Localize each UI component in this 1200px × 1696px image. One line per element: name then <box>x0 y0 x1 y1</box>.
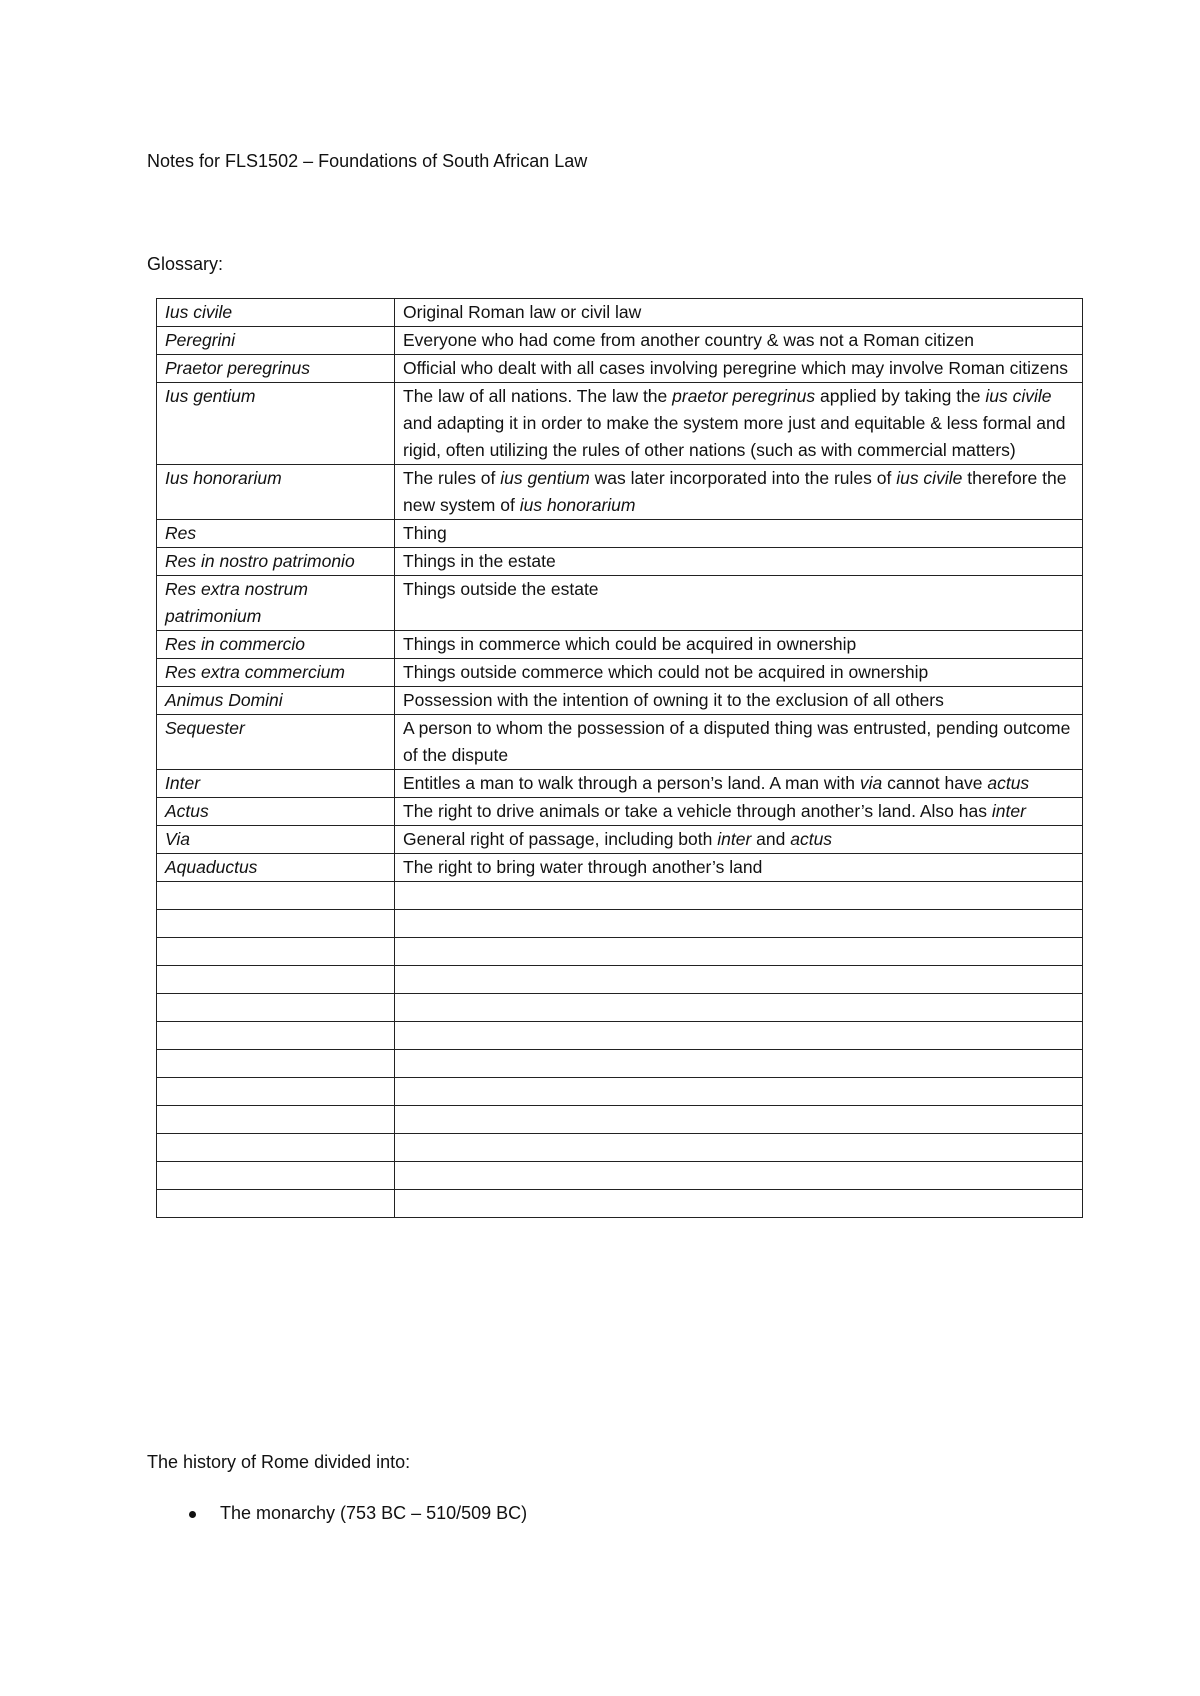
glossary-term: Res in commercio <box>157 631 395 659</box>
glossary-definition <box>395 659 1083 687</box>
glossary-empty-cell <box>157 882 395 910</box>
glossary-row <box>157 465 1083 520</box>
glossary-row <box>157 299 1083 327</box>
glossary-empty-cell <box>157 1106 395 1134</box>
glossary-empty-row <box>157 882 1083 910</box>
glossary-row <box>157 548 1083 576</box>
glossary-empty-row <box>157 938 1083 966</box>
glossary-empty-row <box>157 994 1083 1022</box>
definition-segment: was later incorporated into the rules of <box>589 468 897 488</box>
definition-segment: The right to drive animals or take a vehicle through another’s land. Also has <box>403 801 992 821</box>
definition-segment: Thing <box>403 523 447 543</box>
glossary-term: Res extra commercium <box>157 659 395 687</box>
glossary-empty-cell <box>395 1190 1083 1218</box>
glossary-empty-cell <box>395 1078 1083 1106</box>
glossary-term: Ius honorarium <box>157 465 395 520</box>
glossary-heading: Glossary: <box>147 254 224 274</box>
glossary-definition <box>395 327 1083 355</box>
glossary-empty-cell <box>157 1050 395 1078</box>
glossary-row <box>157 327 1083 355</box>
glossary-term: Sequester <box>157 715 395 770</box>
glossary-empty-cell <box>157 1078 395 1106</box>
definition-segment: therefore the new system of <box>403 468 1067 515</box>
glossary-row <box>157 383 1083 465</box>
glossary-empty-row <box>157 1134 1083 1162</box>
glossary-body <box>157 299 1083 1218</box>
glossary-row <box>157 715 1083 770</box>
glossary-row <box>157 854 1083 882</box>
glossary-row <box>157 520 1083 548</box>
glossary-empty-cell <box>157 938 395 966</box>
glossary-definition <box>395 854 1083 882</box>
bullet-icon <box>189 1511 196 1518</box>
glossary-empty-row <box>157 1050 1083 1078</box>
glossary-empty-cell <box>395 1162 1083 1190</box>
glossary-empty-cell <box>157 1134 395 1162</box>
glossary-empty-row <box>157 966 1083 994</box>
glossary-row <box>157 355 1083 383</box>
history-period-item <box>147 1500 527 1527</box>
definition-segment: Things in commerce which could be acquired in ownership <box>403 634 857 654</box>
definition-italic-segment: praetor peregrinus <box>672 386 816 406</box>
definition-italic-segment: ius civile <box>985 386 1052 406</box>
glossary-definition <box>395 383 1083 465</box>
history-heading: The history of Rome divided into: <box>147 1452 411 1472</box>
glossary-row <box>157 659 1083 687</box>
glossary-term: Inter <box>157 770 395 798</box>
definition-segment: Original Roman law or civil law <box>403 302 642 322</box>
glossary-empty-cell <box>395 910 1083 938</box>
definition-italic-segment: ius gentium <box>500 468 590 488</box>
definition-italic-segment: inter <box>717 829 752 849</box>
definition-segment: and adapting it in order to make the system more just and equitable & less formal and rigid, often utilizing the rules of other nations (such as with commercial matters) <box>403 413 1066 460</box>
glossary-term: Via <box>157 826 395 854</box>
glossary-term: Ius gentium <box>157 383 395 465</box>
glossary-empty-cell <box>395 1050 1083 1078</box>
glossary-definition <box>395 548 1083 576</box>
history-periods-list <box>147 1500 527 1527</box>
glossary-empty-cell <box>157 1022 395 1050</box>
glossary-row <box>157 770 1083 798</box>
glossary-definition <box>395 798 1083 826</box>
glossary-empty-row <box>157 1106 1083 1134</box>
glossary-definition <box>395 631 1083 659</box>
definition-segment: The right to bring water through another’s land <box>403 857 763 877</box>
glossary-empty-cell <box>157 1162 395 1190</box>
glossary-definition <box>395 687 1083 715</box>
glossary-term: Ius civile <box>157 299 395 327</box>
glossary-empty-cell <box>395 938 1083 966</box>
glossary-empty-cell <box>395 1134 1083 1162</box>
glossary-definition <box>395 355 1083 383</box>
definition-italic-segment: via <box>859 773 883 793</box>
glossary-empty-cell <box>157 1190 395 1218</box>
glossary-empty-cell <box>395 994 1083 1022</box>
glossary-definition <box>395 826 1083 854</box>
glossary-row <box>157 687 1083 715</box>
definition-segment: Entitles a man to walk through a person’s land. A man with <box>403 773 860 793</box>
definition-segment: A person to whom the possession of a disputed thing was entrusted, pending outcome of the dispute <box>403 718 1071 765</box>
definition-italic-segment: ius civile <box>896 468 963 488</box>
definition-segment: The rules of <box>403 468 501 488</box>
glossary-row <box>157 798 1083 826</box>
glossary-empty-row <box>157 1078 1083 1106</box>
glossary-term: Res <box>157 520 395 548</box>
glossary-empty-cell <box>157 910 395 938</box>
glossary-empty-cell <box>395 1022 1083 1050</box>
definition-italic-segment: actus <box>987 773 1030 793</box>
glossary-table <box>156 298 1083 1218</box>
glossary-term: Res extra nostrum patrimonium <box>157 576 395 631</box>
glossary-empty-cell <box>395 882 1083 910</box>
history-period-text: The monarchy (753 BC – 510/509 BC) <box>220 1503 528 1523</box>
definition-segment: Official who dealt with all cases involving peregrine which may involve Roman citizens <box>403 358 1068 378</box>
glossary-definition <box>395 299 1083 327</box>
glossary-row <box>157 631 1083 659</box>
glossary-definition <box>395 465 1083 520</box>
definition-segment: Possession with the intention of owning it to the exclusion of all others <box>403 690 944 710</box>
definition-segment: Things in the estate <box>403 551 556 571</box>
definition-segment: Everyone who had come from another country & was not a Roman citizen <box>403 330 974 350</box>
definition-segment: cannot have <box>882 773 988 793</box>
glossary-empty-row <box>157 1022 1083 1050</box>
definition-segment: and <box>751 829 791 849</box>
definition-segment: Things outside commerce which could not be acquired in ownership <box>403 662 929 682</box>
glossary-row <box>157 576 1083 631</box>
glossary-definition <box>395 715 1083 770</box>
glossary-empty-row <box>157 910 1083 938</box>
definition-segment: General right of passage, including both <box>403 829 718 849</box>
glossary-term: Res in nostro patrimonio <box>157 548 395 576</box>
glossary-empty-cell <box>395 1106 1083 1134</box>
definition-segment: applied by taking the <box>815 386 986 406</box>
definition-segment: Things outside the estate <box>403 579 599 599</box>
glossary-term: Actus <box>157 798 395 826</box>
glossary-definition <box>395 576 1083 631</box>
glossary-empty-row <box>157 1162 1083 1190</box>
glossary-term: Peregrini <box>157 327 395 355</box>
glossary-empty-cell <box>157 994 395 1022</box>
definition-italic-segment: inter <box>991 801 1026 821</box>
definition-segment: The law of all nations. The law the <box>403 386 673 406</box>
glossary-empty-cell <box>395 966 1083 994</box>
glossary-definition <box>395 520 1083 548</box>
glossary-definition <box>395 770 1083 798</box>
glossary-term: Praetor peregrinus <box>157 355 395 383</box>
glossary-row <box>157 826 1083 854</box>
page-title: Notes for FLS1502 – Foundations of South African Law <box>147 151 588 171</box>
glossary-term: Aquaductus <box>157 854 395 882</box>
glossary-empty-row <box>157 1190 1083 1218</box>
glossary-empty-cell <box>157 966 395 994</box>
definition-italic-segment: ius honorarium <box>519 495 636 515</box>
glossary-term: Animus Domini <box>157 687 395 715</box>
definition-italic-segment: actus <box>790 829 833 849</box>
